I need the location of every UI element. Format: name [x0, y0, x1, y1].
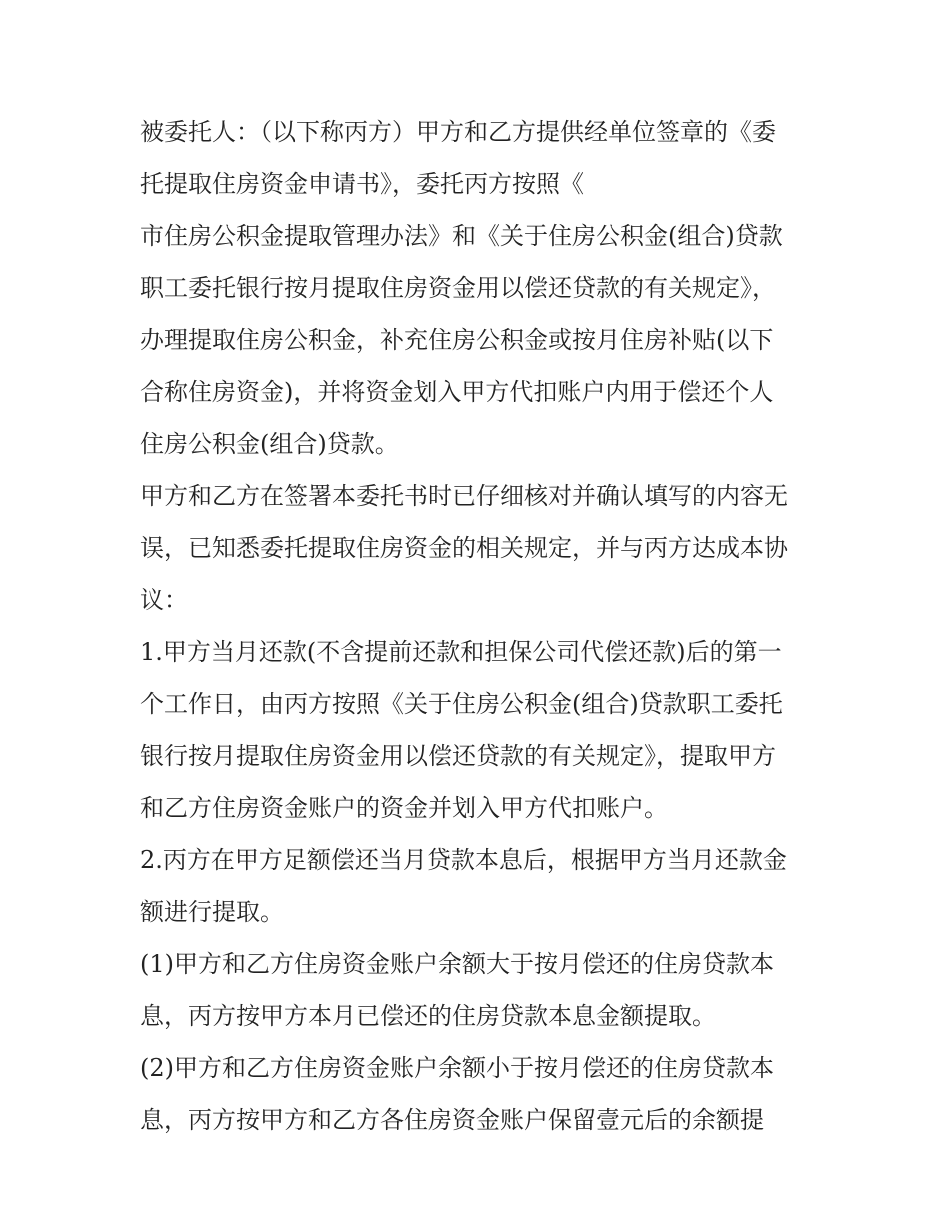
text-line: 息，丙方按甲方和乙方各住房资金账户保留壹元后的余额提 [140, 1106, 764, 1134]
text-line: (1)甲方和乙方住房资金账户余额大于按月偿还的住房贷款本 [140, 950, 774, 978]
text-line: 合称住房资金)，并将资金划入甲方代扣账户内用于偿还个人 [140, 378, 774, 406]
text-line: (2)甲方和乙方住房资金账户余额小于按月偿还的住房贷款本 [140, 1054, 774, 1082]
text-line: 误，已知悉委托提取住房资金的相关规定，并与丙方达成本协 [140, 534, 788, 562]
document-body [140, 106, 820, 1146]
text-line: 2.丙方在甲方足额偿还当月贷款本息后，根据甲方当月还款金 [140, 846, 787, 874]
text-line: 甲方和乙方在签署本委托书时已仔细核对并确认填写的内容无 [140, 482, 788, 510]
text-line: 息，丙方按甲方本月已偿还的住房贷款本息金额提取。 [140, 1002, 716, 1030]
text-line: 市住房公积金提取管理办法》和《关于住房公积金(组合)贷款 [140, 222, 783, 250]
text-line: 办理提取住房公积金，补充住房公积金或按月住房补贴(以下 [140, 326, 774, 354]
text-line: 和乙方住房资金账户的资金并划入甲方代扣账户。 [140, 794, 668, 822]
text-line: 议： [140, 586, 188, 614]
text-line: 额进行提取。 [140, 898, 284, 926]
text-line: 银行按月提取住房资金用以偿还贷款的有关规定》，提取甲方 [140, 742, 776, 770]
text-line: 托提取住房资金申请书》，委托丙方按照《 [140, 170, 584, 198]
text-line: 个工作日，由丙方按照《关于住房公积金(组合)贷款职工委托 [140, 690, 783, 718]
text-line: 被委托人：（以下称丙方）甲方和乙方提供经单位签章的《委 [140, 118, 776, 146]
text-line: 1.甲方当月还款(不含提前还款和担保公司代偿还款)后的第一 [140, 638, 782, 666]
text-line: 职工委托银行按月提取住房资金用以偿还贷款的有关规定》， [140, 274, 776, 302]
text-line: 住房公积金(组合)贷款。 [140, 430, 399, 458]
